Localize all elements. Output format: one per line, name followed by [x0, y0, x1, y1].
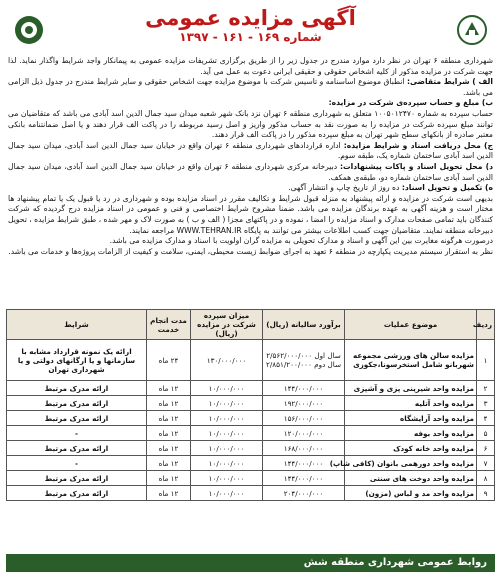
submission-location [8, 162, 493, 183]
row-estimate: سال اول ۲/۵۶۲/۰۰۰/۰۰۰ سال دوم ۲/۸۵۱/۲۰۰/۰۰۰ [263, 340, 345, 381]
table-row [7, 441, 495, 456]
row-deposit: ۱۰/۰۰۰/۰۰۰ [191, 486, 263, 501]
row-number: ۹ [477, 486, 495, 501]
col-header-period: مدت انجام خدمت [147, 310, 191, 340]
row-period: ۱۲ ماه [147, 396, 191, 411]
table-header-row [7, 310, 495, 340]
row-deposit: ۱۰/۰۰۰/۰۰۰ [191, 426, 263, 441]
deposit-text: حساب سپرده به شماره ۱۰۰۵۰۱۲۴۷۰ متعلق به شهرداری منطقه ۶ تهران نزد بانک شهر شعبه میدان سید جمال الدین اسد آبادی می باشد که متقاضیان می توانند مبلغ سپرده شرکت در مزایده را به صورت نقد به حساب مذکور واریز و اصل رسید مربوطه را در پاکت الف قرار دهند و یا اصل ضمانتنامه بانکی معتبر صادره از بانکهای سطح شهر تهران به مبلغ سپرده مذکور را در پاکت الف قرار دهند. [8, 108, 493, 140]
row-conditions: - [7, 426, 147, 441]
table-row [7, 456, 495, 471]
row-deposit: ۱۳۰/۰۰۰/۰۰۰ [191, 340, 263, 381]
row-period: ۱۲ ماه [147, 426, 191, 441]
priority-note: درصورت هرگونه مغایرت بین این آگهی و اسناد و مدارک تحویلی به مزایده گران اولویت با اسناد و مدارک مزایده می باشد. [109, 236, 493, 246]
table-row [7, 426, 495, 441]
col-header-conditions: شرایط [7, 310, 147, 340]
section-text: دبیرخانه مرکزی شهرداری منطقه ۶ تهران واقع در خیابان سید جمال الدین اسد آبادی، میدان سید جمال الدین اسد آبادی ساختمان شماره دو، طبقه‌ی همکف. [8, 161, 493, 182]
section-heading: ج) محل دریافت اسناد و شرایط مزایده: [343, 140, 493, 150]
row-number: ۶ [477, 441, 495, 456]
section-heading: ه) تکمیل و تحویل اسناد: [401, 183, 493, 193]
col-header-subject: موضوع عملیات [345, 310, 477, 340]
row-conditions: ارائه مدرک مرتبط [7, 381, 147, 396]
table-row [7, 340, 495, 381]
section-heading: الف ) شرایط متقاضی: [406, 77, 493, 87]
row-period: ۱۲ ماه [147, 411, 191, 426]
public-relations-footer: روابط عمومی شهرداری منطقه شش [6, 554, 495, 572]
applicant-conditions [8, 77, 493, 98]
row-conditions: ارائه مدرک مرتبط [7, 441, 147, 456]
table-row [7, 396, 495, 411]
row-period: ۱۲ ماه [147, 486, 191, 501]
table-row [7, 471, 495, 486]
row-subject: مزایده واحد آرایشگاه [345, 411, 477, 426]
row-period: ۱۲ ماه [147, 381, 191, 396]
row-conditions: ارائه یک نمونه قرارداد مشابه با سازمانها و یا ارگانهای دولتی و یا شهرداری تهران [7, 340, 147, 381]
row-subject: مزایده واحد دورهمی بانوان (کافی شاپ) [345, 456, 477, 471]
row-estimate: ۱۴۴/۰۰۰/۰۰۰ [263, 381, 345, 396]
notice-body [8, 56, 493, 306]
col-header-deposit: میزان سپرده شرکت در مزایده (ریال) [191, 310, 263, 340]
row-deposit: ۱۰/۰۰۰/۰۰۰ [191, 381, 263, 396]
row-period: ۱۲ ماه [147, 471, 191, 486]
row-subject: مزایده سالن های ورزشی مجموعه شهربانو شامل استخرسونا،جکوزی [345, 340, 477, 381]
row-subject: مزایده واحد مد و لباس (مزون) [345, 486, 477, 501]
row-deposit: ۱۰/۰۰۰/۰۰۰ [191, 456, 263, 471]
row-estimate: ۱۶۸/۰۰۰/۰۰۰ [263, 441, 345, 456]
row-estimate: ۱۵۶/۰۰۰/۰۰۰ [263, 411, 345, 426]
deadline-section [8, 183, 493, 194]
row-conditions: ارائه مدرک مرتبط [7, 396, 147, 411]
row-conditions: ارائه مدرک مرتبط [7, 486, 147, 501]
row-subject: مزایده واحد آتلیه [345, 396, 477, 411]
row-deposit: ۱۰/۰۰۰/۰۰۰ [191, 411, 263, 426]
row-conditions: - [7, 456, 147, 471]
row-estimate: ۱۴۴/۰۰۰/۰۰۰ [263, 471, 345, 486]
documents-location [8, 141, 493, 162]
row-deposit: ۱۰/۰۰۰/۰۰۰ [191, 441, 263, 456]
intro-paragraph: شهرداری منطقه ۶ تهران در نظر دارد موارد مندرج در جدول زیر را از طریق برگزاری تشریفات مزایده عمومی به پیمانکار واجد شرایط واگذار نماید. لذا جهت شرکت در مزایده مذکور از کلیه اشخاص حقوقی و حقیقی ایرانی دعوت به عمل می آید. [8, 56, 494, 76]
row-period: ۱۲ ماه [147, 441, 191, 456]
row-number: ۳ [477, 396, 495, 411]
table-row [7, 381, 495, 396]
table-row [7, 486, 495, 501]
row-conditions: ارائه مدرک مرتبط [7, 411, 147, 426]
notice-number: شماره ۱۶۹ - ۱۶۱ - ۱۳۹۷ [179, 30, 322, 44]
row-estimate: ۱۲۰/۰۰۰/۰۰۰ [263, 426, 345, 441]
hse-note: نظر به استقرار سیستم مدیریت یکپارچه در منطقه ۶ تعهد به اجرای ضوابط زیست محیطی، ایمنی، سلامت و کیفیت از الزامات پروژه‌ها و خدمات می باشد. [8, 246, 493, 256]
section-text: انطباق موضوع اساسنامه و تاسیس شرکت با موضوع مزایده جهت اشخاص حقوقی و سایر شرایط مندرج در جدول ذیل الزامی می باشد. [8, 77, 493, 97]
row-deposit: ۱۰/۰۰۰/۰۰۰ [191, 471, 263, 486]
section-heading: د) محل تحویل اسناد و پاکات پیشنهادات: [340, 161, 493, 171]
row-period: ۱۲ ماه [147, 456, 191, 471]
general-terms: بدیهی است شرکت در مزایده و ارائه پیشنهاد به منزله قبول شرایط و تکالیف مقرر در اسناد مزایده بوده و شهرداری در رد یا قبول یک یا تمام پیشنهاد ها مختار است و هزینه آگهی به عهده برندگان مزایده می باشد. ضمنا مشروح شرایط اختصاصی و فنی و عمومی در اسناد مزایده درج گردیده که شرکت کنندگان باید تمامی صفحات مدارک و اسناد مزایده را امضا ، نموده و در پاکتهای مجزا ( الف و ب ) به صورت لاک و مهر شده ، طبق شرایط مزایده ، تحویل دبیرخانه منطقه نمایند. متقاضیان جهت کسب اطلاعات بیشتر می توانند به پایگاه WWW.TEHRAN.IR مراجعه نمایند. [8, 193, 493, 235]
row-estimate: ۱۴۴/۰۰۰/۰۰۰ [263, 456, 345, 471]
auction-items-table [6, 309, 495, 501]
section-text: اداره قراردادهای شهرداری منطقه ۶ تهران واقع در خیابان سید جمال الدین اسد آبادی، میدان سید جمال الدین اسد آبادی ساختمان شماره یک، طبقه سوم. [8, 140, 493, 161]
col-header-row-number: ردیف [477, 310, 495, 340]
row-number: ۷ [477, 456, 495, 471]
row-subject: مزایده واحد بوفه [345, 426, 477, 441]
row-subject: مزایده واحد شیرینی پزی و آشپزی [345, 381, 477, 396]
row-number: ۴ [477, 411, 495, 426]
col-header-annual-estimate: برآورد سالیانه (ریال) [263, 310, 345, 340]
table-row [7, 411, 495, 426]
row-number: ۵ [477, 426, 495, 441]
notice-title: آگهی مزایده عمومی [145, 6, 356, 30]
row-conditions: ارائه مدرک مرتبط [7, 471, 147, 486]
section-heading: ب) مبلغ و حساب سپرده‌ی شرکت در مزایده: [328, 98, 493, 108]
row-estimate: ۲۰۴/۰۰۰/۰۰۰ [263, 486, 345, 501]
deposit-section [8, 98, 493, 109]
row-deposit: ۱۰/۰۰۰/۰۰۰ [191, 396, 263, 411]
row-estimate: ۱۹۲/۰۰۰/۰۰۰ [263, 396, 345, 411]
row-subject: مزایده واحد دوخت های سنتی [345, 471, 477, 486]
notice-header [6, 6, 495, 56]
row-number: ۸ [477, 471, 495, 486]
row-period: ۲۴ ماه [147, 340, 191, 381]
row-number: ۲ [477, 381, 495, 396]
tehran-city-logo [12, 12, 46, 48]
section-text: ده روز از تاریخ چاپ و انتشار آگهی. [288, 183, 400, 193]
row-number: ۱ [477, 340, 495, 381]
municipality-logo [455, 12, 489, 48]
row-subject: مزایده واحد خانه کودک [345, 441, 477, 456]
